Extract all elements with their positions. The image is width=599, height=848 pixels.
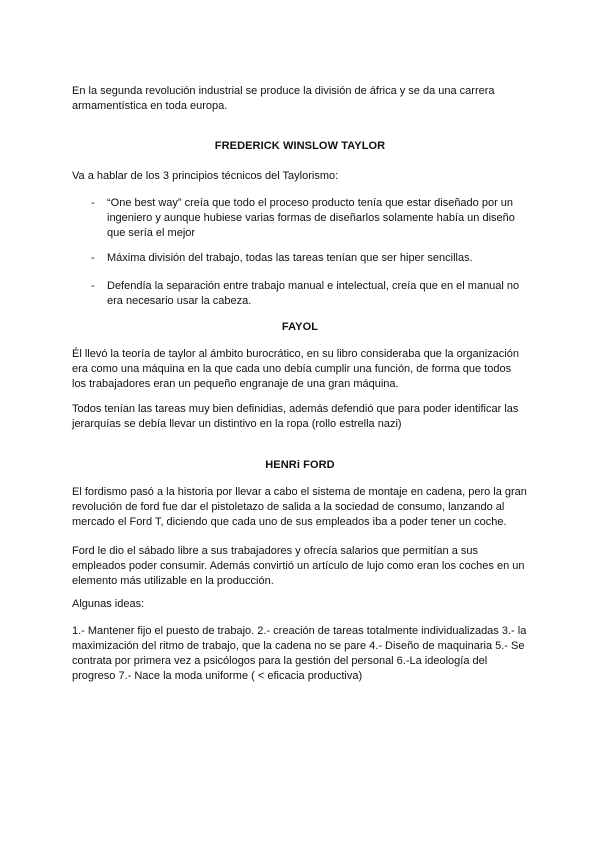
taylor-bullet-1 [91,196,528,241]
fayol-paragraph-1: Él llevó la teoría de taylor al ámbito burocrático, en su libro consideraba que la organización era como una máquina en la que cada uno debía cumplir una función, de forma que todos los trabajadores eran un pequeño engranaje de una gran máquina. [72,348,519,390]
bullet-text: Máxima división del trabajo, todas las tareas tenían que ser hiper sencillas. [107,252,473,264]
ford-paragraph-1: El fordismo pasó a la historia por llevar a cabo el sistema de montaje en cadena, pero la gran revolución de ford fue dar el pistoletazo de salida a la sociedad de consumo, lanzando al mercado el Ford T, diciendo que cada uno de sus empleados iba a poder tener un coche. [72,486,527,528]
taylor-bullet-2 [91,251,528,266]
ford-ideas-label: Algunas ideas: [72,598,145,610]
bullet-dash: - [91,252,95,264]
bullet-dash: - [91,197,95,209]
ford-paragraph-2: Ford le dio el sábado libre a sus trabajadores y ofrecía salarios que permitían a sus empleados poder consumir. Además convirtió un artículo de lujo como eran los coches en un elemento más utilizable en la producción. [72,545,525,587]
bullet-dash: - [91,280,95,292]
intro-paragraph: En la segunda revolución industrial se produce la división de áfrica y se da una carrera armamentística en toda europa. [72,85,495,112]
taylor-lead-paragraph: Va a hablar de los 3 principios técnicos del Taylorismo: [72,170,339,182]
heading-taylor: FREDERICK WINSLOW TAYLOR [214,140,386,152]
bullet-text: Defendía la separación entre trabajo manual e intelectual, creía que en el manual no era necesario usar la cabeza. [107,280,520,307]
ford-ideas-paragraph: 1.- Mantener fijo el puesto de trabajo. 2.- creación de tareas totalmente individualizadas 3.- la maximización del ritmo de trabajo, que la cadena no se pare 4.- Diseño de maquinaria 5.- Se contrata por primera vez a psicólogos para la gestión del personal 6.-La ideología del progreso 7.- Nace la moda uniforme ( < eficacia productiva) [72,625,527,682]
heading-ford: HENRi FORD [265,459,335,471]
fayol-paragraph-2: Todos tenían las tareas muy bien definidias, además defendió que para poder identificar las jerarquías se debía llevar un distintivo en la ropa (rollo estrella nazi) [72,403,519,430]
bullet-text: “One best way” creía que todo el proceso producto tenía que estar diseñado por un ingeniero y aunque hubiese varias formas de diseñarlos solamente había un diseño que sería el mejor [107,197,515,239]
heading-fayol: FAYOL [281,321,319,333]
taylor-bullet-3 [91,279,528,309]
